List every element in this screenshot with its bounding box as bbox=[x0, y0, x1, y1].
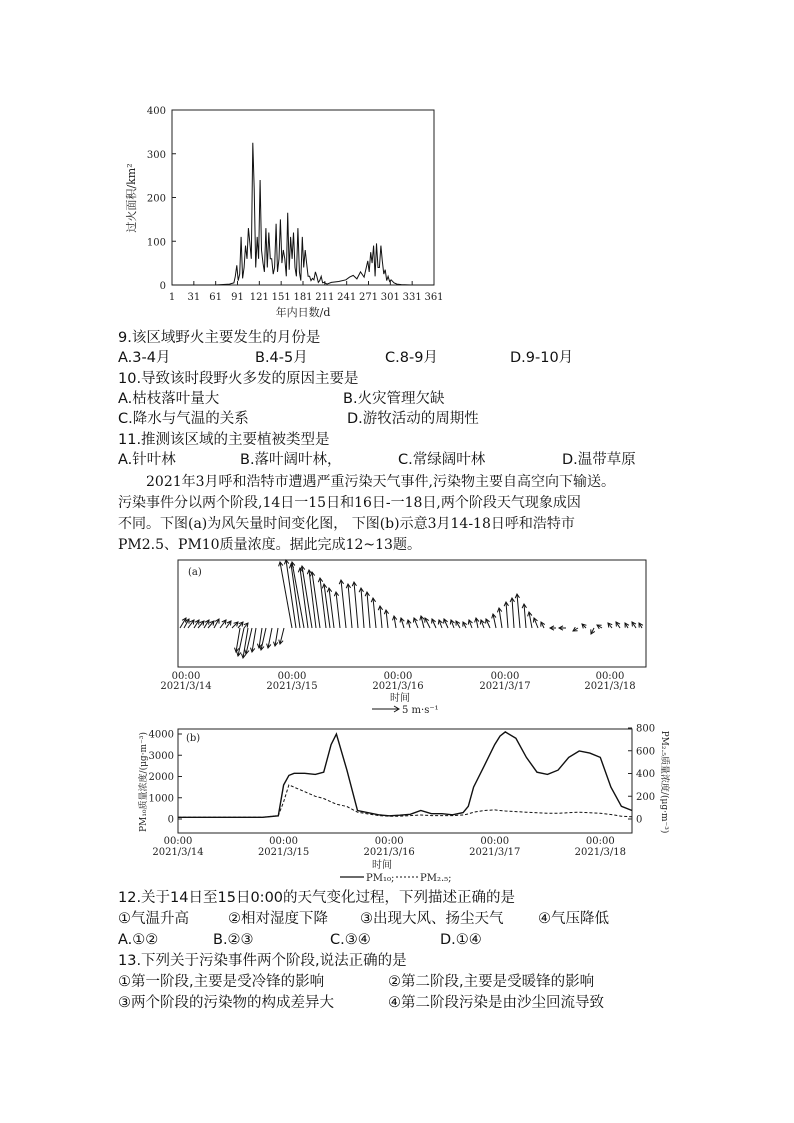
pm-left-tick-label: 4000 bbox=[148, 729, 174, 741]
wind-time-tick: 00:00 bbox=[277, 671, 307, 682]
wind-scale-legend bbox=[372, 705, 439, 716]
pm-legend-pm25: PM₂.₅; bbox=[420, 873, 452, 884]
pm-time-tick: 00:00 bbox=[585, 836, 615, 847]
wind-date-tick: 2021/3/16 bbox=[372, 681, 424, 692]
pm-right-tick-label: 600 bbox=[636, 746, 656, 758]
q10-stem: 10.导致该时段野火多发的原因主要是 bbox=[118, 371, 359, 387]
q12-option-a: A.①② bbox=[118, 932, 159, 948]
pm-time-tick: 00:00 bbox=[163, 836, 193, 847]
pm-left-axis-ticks bbox=[149, 730, 182, 826]
q12-option-b: B.②③ bbox=[213, 932, 254, 948]
wind-date-tick: 2021/3/15 bbox=[266, 681, 318, 692]
pm-x-label: 时间 bbox=[372, 860, 392, 871]
fire-x-tick-label: 211 bbox=[315, 292, 335, 303]
pm-right-tick-label: 200 bbox=[636, 791, 656, 803]
wind-vector-arrow bbox=[517, 594, 520, 628]
fire-x-tick-label: 61 bbox=[209, 292, 223, 303]
wind-time-tick: 00:00 bbox=[490, 671, 520, 682]
q9-option-d: D.9-10月 bbox=[510, 350, 574, 366]
q11-option-d: D.温带草原 bbox=[562, 452, 636, 468]
pm-date-tick: 2021/3/15 bbox=[257, 847, 310, 858]
fire-x-tick-label: 151 bbox=[271, 292, 291, 303]
passage-line-3: 不同。下图(a)为风矢量时间变化图， 下图(b)示意3月14-18日呼和浩特市 bbox=[118, 516, 575, 532]
wind-time-tick: 00:00 bbox=[383, 671, 413, 682]
pm-panel-label: (b) bbox=[186, 733, 201, 744]
wind-vector-arrow bbox=[367, 592, 370, 628]
wind-vector-arrow bbox=[524, 604, 526, 628]
wind-panel-label: (a) bbox=[188, 567, 202, 578]
q11-stem: 11.推测该区域的主要植被类型是 bbox=[118, 432, 330, 448]
q13-item-4: ④第二阶段污染是由沙尘回流导致 bbox=[388, 995, 604, 1011]
q11-option-c: C.常绿阔叶林 bbox=[398, 452, 486, 468]
q9-option-a: A.3-4月 bbox=[118, 350, 171, 366]
q12-option-c: C.③④ bbox=[330, 932, 371, 948]
wind-legend-text: 5 m·s⁻¹ bbox=[402, 705, 439, 716]
wind-vector-arrow bbox=[286, 560, 296, 628]
fire-x-tick-label: 331 bbox=[402, 292, 422, 303]
q12-item-1: ①气温升高 bbox=[118, 911, 189, 927]
q13-item-1: ①第一阶段,主要是受冷锋的影响 bbox=[118, 974, 325, 990]
fire-x-tick-label: 181 bbox=[293, 292, 313, 303]
wind-vector-arrow bbox=[361, 588, 364, 628]
wind-x-axis-ticks bbox=[160, 671, 635, 692]
wind-date-tick: 2021/3/18 bbox=[584, 681, 636, 692]
passage-line-2: 污染事件分以两个阶段,14日一15日和16日-一18日,两个阶段天气现象成因 bbox=[118, 495, 581, 511]
q12-item-2: ②相对湿度下降 bbox=[228, 911, 328, 927]
pm25-series bbox=[178, 785, 632, 817]
passage bbox=[118, 472, 678, 556]
pm-date-tick: 2021/3/17 bbox=[469, 847, 521, 858]
wind-vector-arrow bbox=[341, 580, 346, 628]
fire-y-tick-label: 0 bbox=[159, 281, 166, 292]
wind-vector-arrow bbox=[336, 592, 340, 628]
wind-vector-chart bbox=[160, 558, 658, 718]
passage-line-1: 2021年3月呼和浩特市遭遇严重污染天气事件,污染物主要自高空向下输送。 bbox=[146, 474, 615, 490]
pm-left-tick-label: 2000 bbox=[148, 772, 174, 783]
fire-area-series bbox=[172, 143, 434, 285]
pm-time-tick: 00:00 bbox=[269, 836, 298, 847]
q11-option-b: B.落叶阔叶林， bbox=[240, 452, 342, 468]
wind-time-tick: 00:00 bbox=[595, 671, 625, 682]
fire-y-tick-label: 200 bbox=[146, 193, 166, 205]
q11-option-a: A.针叶林 bbox=[118, 452, 176, 468]
fire-y-label: 过火面积/km² bbox=[125, 163, 138, 233]
wind-vector-arrow bbox=[329, 588, 334, 628]
wind-vector-arrow bbox=[373, 598, 376, 628]
q10-option-a: A.枯枝落叶量大 bbox=[118, 391, 220, 407]
fire-area-chart bbox=[118, 100, 448, 325]
passage-line-4: PM2.5、PM10质量浓度。据此完成12~13题。 bbox=[118, 537, 421, 553]
fire-x-tick-label: 1 bbox=[168, 292, 176, 303]
pm-legend bbox=[340, 873, 452, 884]
pm-right-axis-label: PM₂.₅质量浓度/(μg·m⁻³) bbox=[659, 730, 669, 834]
q12-option-d: D.①④ bbox=[440, 932, 482, 948]
fire-x-tick-label: 31 bbox=[187, 292, 201, 303]
wind-date-tick: 2021/3/17 bbox=[479, 681, 531, 692]
fire-x-tick-label: 271 bbox=[358, 292, 379, 303]
fire-x-tick-label: 241 bbox=[337, 292, 357, 303]
q10-option-b: B.火灾管理欠缺 bbox=[343, 391, 445, 407]
pm-time-tick: 00:00 bbox=[480, 836, 510, 847]
pm-concentration-chart bbox=[130, 722, 670, 882]
fire-y-tick-label: 300 bbox=[146, 149, 166, 161]
q12-item-3: ③出现大风、扬尘天气 bbox=[360, 911, 504, 927]
fire-x-tick-label: 121 bbox=[249, 292, 269, 303]
fire-x-tick-label: 91 bbox=[231, 292, 244, 303]
q9-option-b: B.4-5月 bbox=[255, 350, 308, 366]
wind-vector-arrow bbox=[252, 628, 256, 652]
wind-vector-arrow bbox=[354, 582, 358, 628]
pm-legend-pm10: PM₁₀; bbox=[366, 873, 395, 884]
wind-vector-arrow bbox=[280, 562, 292, 628]
pm-date-tick: 2021/3/16 bbox=[363, 847, 415, 858]
fire-x-tick-label: 301 bbox=[380, 292, 400, 303]
fire-y-tick-label: 400 bbox=[146, 106, 166, 117]
wind-time-tick: 00:00 bbox=[171, 671, 201, 682]
pm-left-tick-label: 1000 bbox=[148, 793, 174, 805]
pm-date-tick: 2021/3/14 bbox=[152, 847, 204, 858]
pm10-series bbox=[178, 732, 632, 817]
wind-vectors bbox=[180, 560, 643, 658]
pm-right-tick-label: 0 bbox=[636, 814, 643, 826]
q12-item-4: ④气压降低 bbox=[538, 911, 609, 927]
q9-option-c: C.8-9月 bbox=[385, 350, 438, 366]
q10-option-d: D.游牧活动的周期性 bbox=[347, 411, 479, 427]
wind-vector-arrow bbox=[348, 584, 352, 628]
pm-right-tick-label: 400 bbox=[636, 769, 656, 780]
pm-x-axis-ticks bbox=[152, 836, 626, 858]
fire-x-label: 年内日数/d bbox=[275, 306, 331, 319]
pm-date-tick: 2021/3/18 bbox=[574, 847, 626, 858]
pm-right-tick-label: 800 bbox=[636, 723, 656, 735]
wind-date-tick: 2021/3/14 bbox=[160, 681, 212, 692]
fire-x-tick-label: 361 bbox=[424, 292, 444, 303]
pm-left-tick-label: 0 bbox=[167, 814, 174, 826]
wind-vector-arrow bbox=[512, 598, 514, 628]
q9-stem: 9.该区域野火主要发生的月份是 bbox=[118, 330, 321, 346]
q13-item-3: ③两个阶段的污染物的构成差异大 bbox=[118, 995, 334, 1011]
wind-x-label: 时间 bbox=[390, 693, 410, 704]
pm-left-axis-label: PM₁₀质量浓度/(μg·m⁻³) bbox=[139, 732, 149, 832]
q10-option-c: C.降水与气温的关系 bbox=[118, 411, 249, 427]
q12-stem: 12.关于14日至15日0:00的天气变化过程，下列描述正确的是 bbox=[118, 890, 516, 906]
wind-vector-arrow bbox=[506, 602, 508, 628]
fire-y-tick-label: 100 bbox=[146, 237, 166, 249]
q13-stem: 13.下列关于污染事件两个阶段,说法正确的是 bbox=[118, 953, 407, 969]
q13-item-2: ②第二阶段,主要是受暖锋的影响 bbox=[388, 974, 595, 990]
pm-time-tick: 00:00 bbox=[374, 836, 404, 847]
pm-left-tick-label: 3000 bbox=[148, 750, 174, 762]
